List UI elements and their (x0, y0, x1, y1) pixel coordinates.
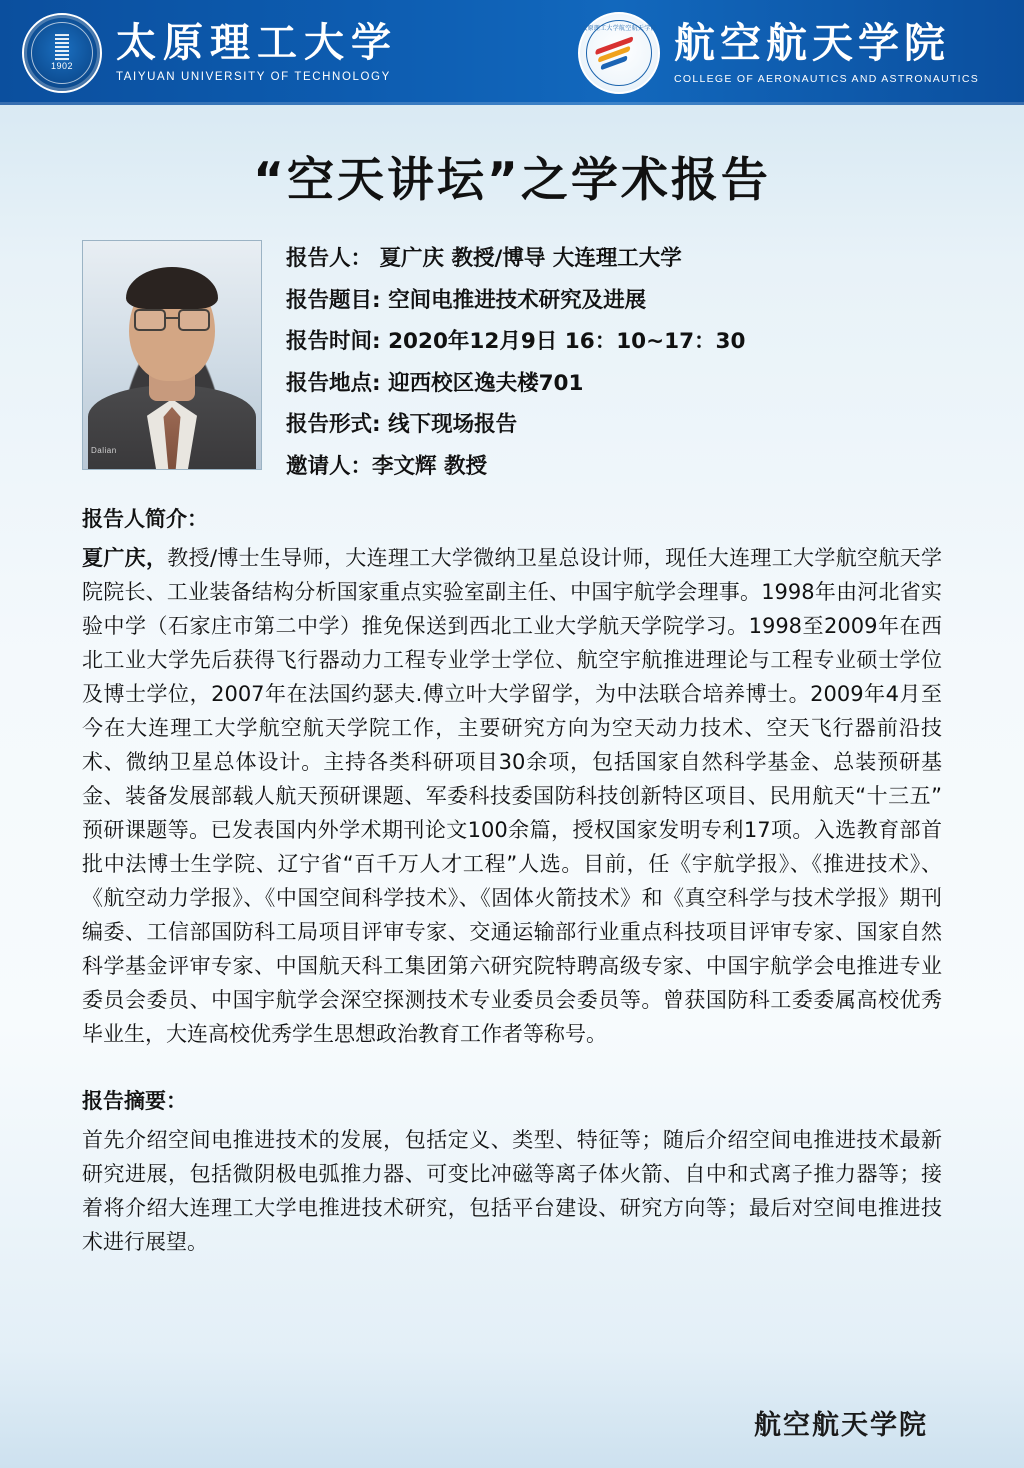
college-logo-text (674, 20, 979, 84)
info-location: 报告地点: 迎西校区逸夫楼701 (286, 370, 584, 396)
footer-organization: 航空航天学院 (754, 1410, 928, 1441)
bio-body (82, 541, 942, 1051)
info-speaker: 报告人： 夏广庆 教授/博导 大连理工大学 (286, 246, 682, 271)
aero-swoosh-icon (594, 33, 644, 72)
page-title: “空天讲坛”之学术报告 (253, 153, 771, 208)
lecture-info-block (82, 240, 1024, 477)
bio-heading: 报告人简介： (82, 507, 208, 531)
bio-text: 教授/博士生导师，大连理工大学微纳卫星总设计师，现任大连理工大学航空航天学院院长、工业装备结构分析国家重点实验室副主任、中国宇航学会理事。1998年由河北省实验中学（石家庄市第二中学）推免保送到西北工业大学航天学院学习。1998至2009年在西北工业大学先后获得飞行器动力工程专业学士学位、航空宇航推进理论与工程专业硕士学位及博士学位，2007年在法国约瑟夫.傅立叶大学留学，为中法联合培养博士。2009年4月至今在大连理工大学航空航天学院工作，主要研究方向为空天动力技术、空天飞行器前沿技术、微纳卫星总体设计。主持各类科研项目30余项，包括国家自然科学基金、总装预研基金、装备发展部载人航天预研课题、军委科技委国防科技创新特区项目、民用航天“十三五”预研课题等。已发表国内外学术期刊论文100余篇，授权国家发明专利17项。入选教育部首批中法博士生学院、辽宁省“百千万人才工程”人选。目前，任《宇航学报》、《推进技术》、《航空动力学报》、《中国空间科学技术》、《固体火箭技术》和《真空科学与技术学报》期刊编委、工信部国防科工局项目评审专家、交通运输部行业重点科技项目评审专家、国家自然科学基金评审专家、中国航天科工集团第六研究院特聘高级专家、中国宇航学会电推进专业委员会委员、中国宇航学会深空探测技术专业委员会委员等。曾获国防科工委委属高校优秀毕业生，大连高校优秀学生思想政治教育工作者等称号。 (82, 546, 942, 1047)
university-logo-text (116, 20, 398, 84)
info-time: 报告时间: 2020年12月9日 16：10~17：30 (286, 329, 746, 354)
university-logo (22, 13, 398, 93)
glasses-icon (134, 309, 210, 329)
abstract-section (82, 1085, 942, 1259)
abstract-heading: 报告摘要： (82, 1089, 187, 1114)
info-inviter: 邀请人：李文辉 教授 (286, 453, 487, 479)
university-seal-text (35, 34, 89, 72)
tower-icon (55, 34, 69, 60)
info-topic: 报告题目: 空间电推进技术研究及进展 (286, 287, 647, 313)
bio-lead-name: 夏广庆， (82, 546, 168, 570)
lecture-detail-list (286, 240, 745, 477)
portrait-watermark: Dalian (91, 446, 117, 455)
abstract-body: 首先介绍空间电推进技术的发展，包括定义、类型、特征等；随后介绍空间电推进技术最新研究进展，包括微阴极电弧推力器、可变比冲磁等离子体火箭、自中和式离子推力器等；接着将介绍大连理工大学电推进技术研究，包括平台建设、研究方向等；最后对空间电推进技术进行展望。 (82, 1128, 942, 1255)
info-format: 报告形式: 线下现场报告 (286, 412, 518, 437)
college-logo (578, 12, 979, 94)
speaker-portrait (82, 240, 262, 470)
college-name-cn: 航空航天学院 (674, 19, 950, 68)
college-seal-text: 太原理工大学航空航天学院 (581, 25, 657, 32)
university-name-en: TAIYUAN UNIVERSITY OF TECHNOLOGY (116, 71, 391, 84)
university-seal-icon (22, 13, 102, 93)
speaker-bio-section (82, 503, 942, 1051)
seal-year: 1902 (50, 60, 74, 71)
portrait-hair (126, 267, 218, 309)
poster-header (0, 0, 1024, 105)
college-seal-icon (578, 12, 660, 94)
university-name-cn: 太原理工大学 (116, 20, 398, 67)
college-name-en: COLLEGE OF AERONAUTICS AND ASTRONAUTICS (674, 72, 980, 85)
